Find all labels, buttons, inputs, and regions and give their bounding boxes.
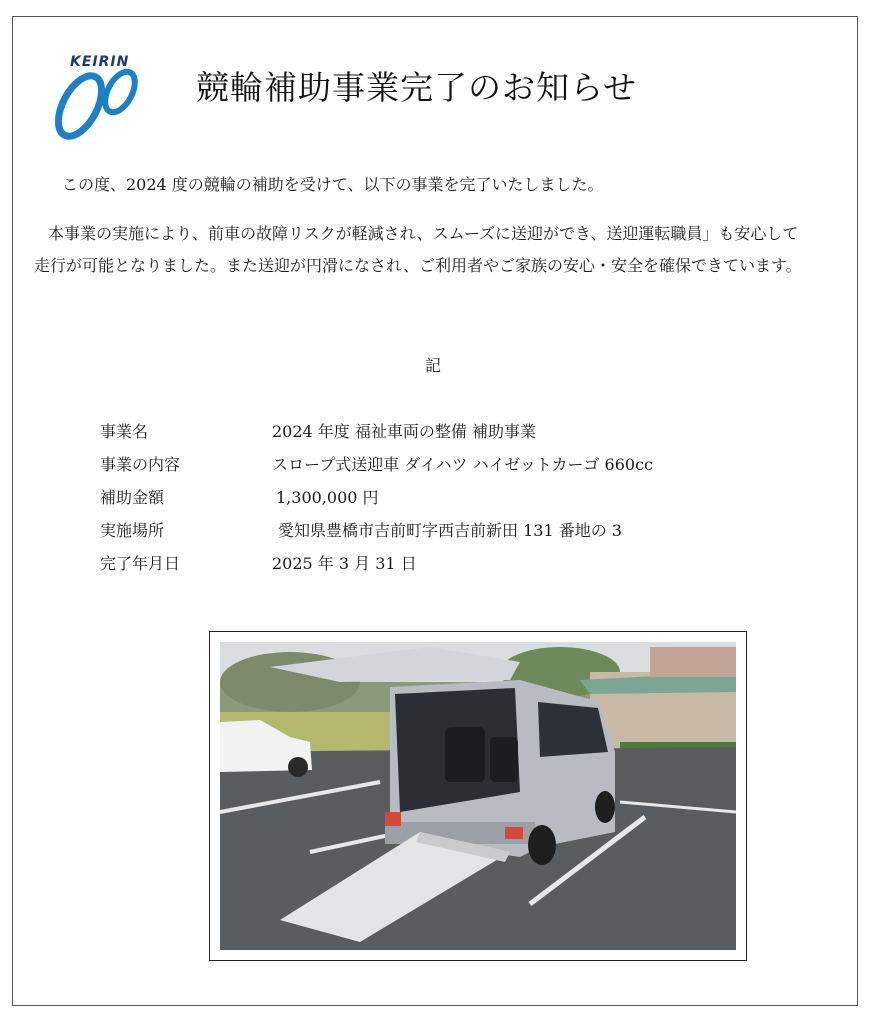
detail-value: 愛知県豊橋市吉前町字西吉前新田 131 番地の 3 (278, 521, 622, 540)
detail-label: 完了年月日 (100, 554, 181, 573)
detail-value: 1,300,000 円 (276, 488, 379, 507)
keirin-rings-icon (50, 68, 146, 144)
logo-text: KEIRIN (70, 54, 130, 70)
photo-frame (209, 631, 747, 961)
detail-label: 補助金額 (100, 488, 165, 507)
effect-paragraph: 本事業の実施により、前車の故障リスクが軽減され、スムーズに送迎ができ、送迎運転職員」も安心して走行が可能となりました。また送迎が円滑になされ、ご利用者やご家族の安心・安全を確保できています。 (34, 224, 802, 275)
keirin-logo (50, 54, 146, 144)
ki-heading: 記 (425, 356, 442, 375)
detail-value: スロープ式送迎車 ダイハツ ハイゼットカーゴ 660cc (272, 455, 653, 474)
detail-value: 2025 年 3 月 31 日 (272, 554, 417, 573)
welfare-van-photo (220, 642, 736, 950)
detail-label: 事業名 (100, 422, 149, 441)
detail-label: 実施場所 (100, 521, 165, 540)
page-title: 競輪補助事業完了のお知らせ (196, 68, 638, 107)
detail-value: 2024 年度 福祉車両の整備 補助事業 (272, 422, 536, 441)
intro-paragraph: この度、2024 度の競輪の補助を受けて、以下の事業を完了いたしました。 (62, 175, 604, 194)
detail-label: 事業の内容 (100, 455, 181, 474)
